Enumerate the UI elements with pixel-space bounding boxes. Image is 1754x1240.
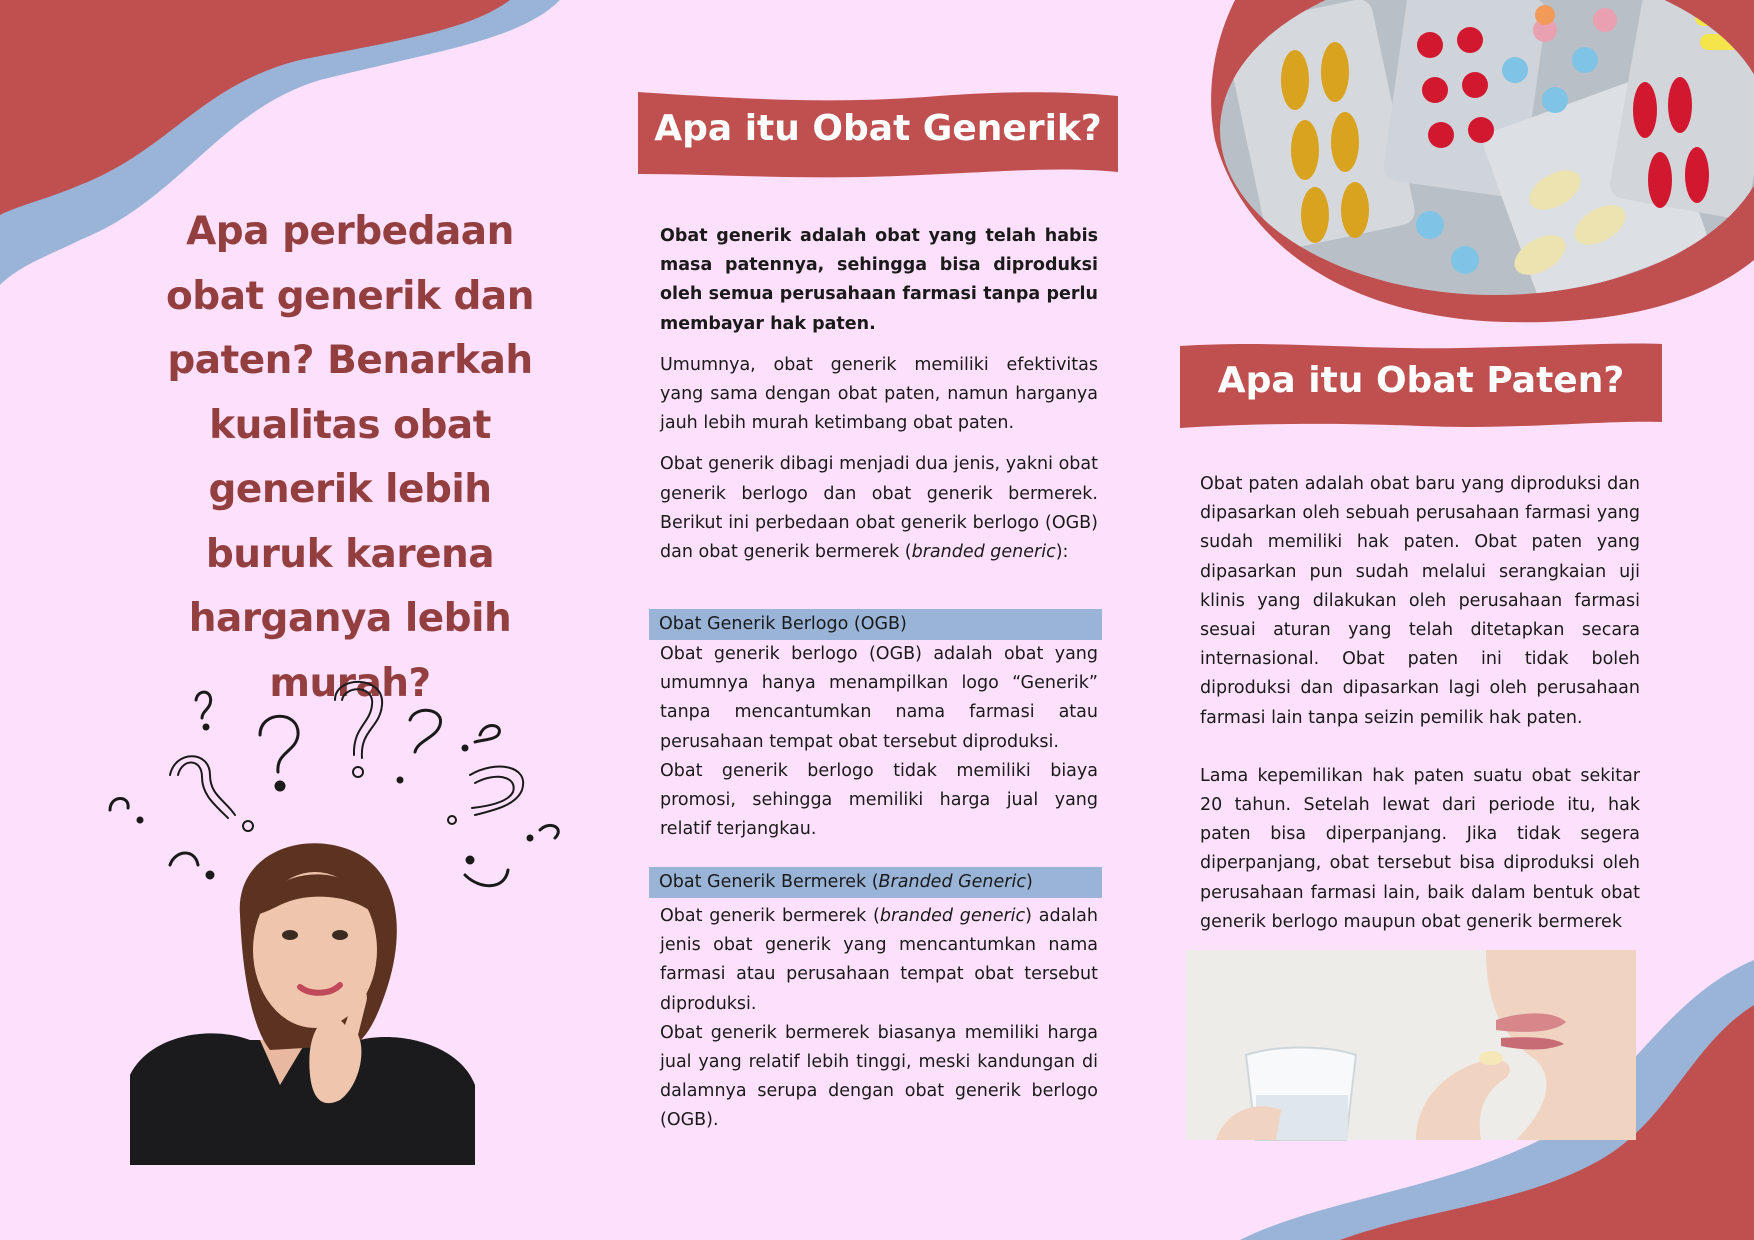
paten-paragraph-2: Lama kepemilikan hak paten suatu obat sekitar 20 tahun. Setelah lewat dari periode itu, hak paten bisa diperpanjang. Jika tidak segera diperpanjang, obat tersebut bisa diproduksi oleh perusahaan farmasi lain, baik dalam bentuk obat generik berlogo maupun obat generik bermerek bbox=[1200, 765, 1640, 932]
branded-subheading-italic: Branded Generic bbox=[878, 872, 1026, 892]
branded-text bbox=[660, 902, 1098, 1136]
paten-text bbox=[1200, 470, 1640, 937]
ogb-text-2: Obat generik berlogo tidak memiliki biaya promosi, sehingga memiliki harga jual yang relatif terjangkau. bbox=[660, 760, 1098, 840]
cover-question-heading: Apa perbedaan obat generik dan paten? Benarkah kualitas obat generik lebih buruk karena harganya lebih murah? bbox=[166, 209, 534, 706]
generik-paragraph-2 bbox=[660, 450, 1098, 567]
branded-subheading bbox=[649, 867, 1102, 898]
generik-paragraph-2-italic: branded generic bbox=[911, 542, 1056, 563]
generik-paragraph-2-start: Obat generik dibagi menjadi dua jenis, yakni obat generik berlogo dan obat generik bermerek. Berikut ini perbedaan obat generik berlogo (OGB) dan obat generik bermerek ( bbox=[660, 454, 1098, 563]
thinking-woman-photo bbox=[130, 835, 475, 1165]
generik-paragraph-2-end: ): bbox=[1055, 542, 1069, 563]
ogb-text-1: Obat generik berlogo (OGB) adalah obat yang umumnya hanya menampilkan logo “Generik” tanpa mencantumkan nama farmasi atau perusahaan tempat obat tersebut diproduksi. bbox=[660, 644, 1098, 752]
branded-text-1-end: ) adalah jenis obat generik yang mencantumkan nama farmasi atau perusahaan tempat obat tersebut diproduksi. bbox=[660, 906, 1098, 1014]
pills-blister-photo bbox=[1205, 0, 1754, 325]
ogb-text bbox=[660, 640, 1098, 844]
branded-text-1-start: Obat generik bermerek ( bbox=[660, 906, 880, 926]
branded-text-2: Obat generik bermerek biasanya memiliki harga jual yang relatif lebih tinggi, meski kandungan di dalamnya serupa dengan obat generik berlogo (OGB). bbox=[660, 1022, 1098, 1131]
paten-heading: Apa itu Obat Paten? bbox=[1217, 360, 1625, 401]
generik-paragraph-1: Umumnya, obat generik memiliki efektivitas yang sama dengan obat paten, namun harganya jauh lebih murah ketimbang obat paten. bbox=[660, 354, 1098, 434]
branded-text-1-italic: branded generic bbox=[879, 906, 1026, 926]
paten-paragraph-1: Obat paten adalah obat baru yang diproduksi dan dipasarkan oleh sebuah perusahaan farmasi yang sudah memiliki hak paten. Obat paten yang dipasarkan pun sudah melalui serangkaian uji klinis yang dilakukan oleh perusahaan farmasi sesuai aturan yang telah ditetapkan secara internasional. Obat paten ini tidak boleh diproduksi dan dipasarkan lagi oleh perusahaan farmasi lain tanpa seizin pemilik hak paten. bbox=[1200, 474, 1640, 728]
ogb-subheading: Obat Generik Berlogo (OGB) bbox=[649, 609, 1102, 640]
generik-definition: Obat generik adalah obat yang telah habis masa patennya, sehingga bisa diproduksi oleh semua perusahaan farmasi tanpa perlu membayar hak paten. bbox=[660, 226, 1098, 334]
generik-intro-text bbox=[660, 222, 1098, 567]
branded-subheading-end: ) bbox=[1025, 872, 1033, 892]
branded-text-1 bbox=[660, 902, 1098, 1019]
branded-subheading-start: Obat Generik Bermerek ( bbox=[659, 872, 879, 892]
generik-heading: Apa itu Obat Generik? bbox=[654, 108, 1102, 149]
woman-taking-pill-photo bbox=[1186, 950, 1636, 1140]
